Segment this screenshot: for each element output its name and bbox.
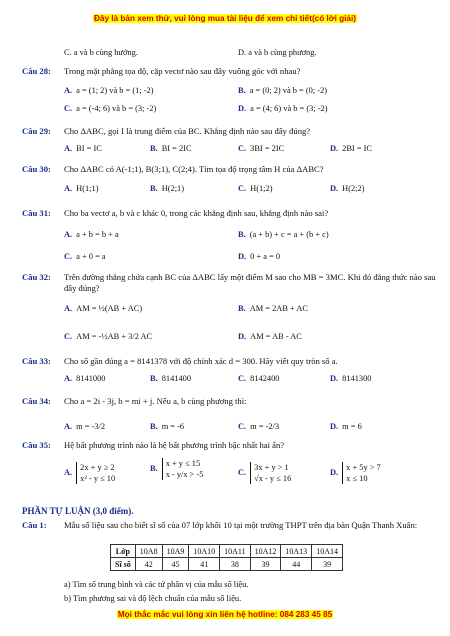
- q31-option-c: C. a + 0 = a: [64, 252, 106, 261]
- q35-option-a: A.2x + y ≥ 2 x² - y ≤ 10: [64, 463, 116, 483]
- q32-option-c: C. AM = -½AB + 3/2 AC: [64, 332, 153, 341]
- essay-section-title: PHẦN TỰ LUẬN (3,0 điểm).: [22, 506, 134, 516]
- q27-option-d: D. a và b cùng phương.: [238, 48, 317, 57]
- q30-option-a: A. H(1;1): [64, 184, 99, 193]
- question-number: Câu 33:: [22, 356, 51, 366]
- question-text: Cho a = 2i - 3j, b = mi + j. Nếu a, b cùng phương thì:: [64, 396, 247, 406]
- question-text: Cho ΔABC có A(-1;1), B(3;1), C(2;4). Tìm tọa độ trọng tâm H của ΔABC?: [64, 164, 324, 174]
- question-number: Câu 30:: [22, 164, 51, 174]
- q32-option-b: B. AM = 2AB + AC: [238, 304, 308, 313]
- q29-option-a: A. BI = IC: [64, 144, 102, 153]
- table-cell: Sĩ số: [111, 558, 136, 571]
- essay-part-a: a) Tìm số trung bình và các tứ phân vị của mẫu số liệu.: [64, 580, 249, 589]
- question-text: Trong mặt phẳng tọa độ, cặp vectơ nào sau đây vuông góc với nhau?: [64, 66, 301, 76]
- table-cell: 41: [189, 558, 220, 571]
- q31-option-a: A. a + b = b + a: [64, 230, 119, 239]
- question-number: Câu 34:: [22, 396, 51, 406]
- q30-option-b: B. H(2;1): [150, 184, 185, 193]
- class-size-table: [110, 544, 343, 571]
- table-row: [111, 558, 343, 571]
- q30-option-c: C. H(1;2): [238, 184, 273, 193]
- q34-option-c: C. m = -2/3: [238, 422, 280, 431]
- q32-option-a: A. AM = ½(AB + AC): [64, 304, 143, 313]
- q32-option-d: D. AM = AB - AC: [238, 332, 302, 341]
- essay-part-b: b) Tìm phương sai và độ lệch chuẩn của mẫu số liệu.: [64, 594, 242, 603]
- q29-option-b: B. BI = 2IC: [150, 144, 192, 153]
- q33-option-b: B. 8141400: [150, 374, 191, 383]
- question-number: Câu 1:: [22, 520, 47, 530]
- q28-option-a: A. a = (1; 2) và b = (1; -2): [64, 86, 154, 95]
- q34-option-d: D. m = 6: [330, 422, 362, 431]
- table-cell: 10A12: [250, 545, 281, 558]
- table-cell: 45: [162, 558, 189, 571]
- q35-option-b: B.x + y ≤ 15 x - y/x > -5: [150, 459, 204, 479]
- question-text: Cho ba vectơ a, b và c khác 0, trong các khẳng định sau, khẳng định nào sai?: [64, 208, 329, 218]
- q30-option-d: D. H(2;2): [330, 184, 365, 193]
- q33-option-a: A. 8141000: [64, 374, 106, 383]
- question-text: Cho số gần đúng a = 8141378 với độ chính xác d = 300. Hãy viết quy tròn số a.: [64, 356, 338, 366]
- table-cell: 39: [312, 558, 343, 571]
- question-text: Cho ΔABC, gọi I là trung điểm của BC. Khẳng định nào sau đây đúng?: [64, 126, 311, 136]
- question-text: Trên đường thẳng chứa cạnh BC của ΔABC lấy một điểm M sao cho MB = 3MC. Khi đó đẳng thức nào sau đây đúng?: [64, 272, 436, 293]
- q28-option-c: C. a = (-4; 6) và b = (3; -2): [64, 104, 157, 113]
- table-cell: 10A8: [135, 545, 162, 558]
- q34-option-a: A. m = -3/2: [64, 422, 106, 431]
- q35-option-c: C.3x + y > 1 √x - y ≤ 16: [238, 463, 292, 483]
- q33-option-c: C. 8142400: [238, 374, 280, 383]
- q29-option-c: C. 3BI = 2IC: [238, 144, 285, 153]
- table-cell: 10A9: [162, 545, 189, 558]
- q31-option-b: B. (a + b) + c = a + (b + c): [238, 230, 329, 239]
- q31-option-d: D. 0 + a = 0: [238, 252, 281, 261]
- table-cell: 38: [220, 558, 250, 571]
- table-cell: 44: [281, 558, 312, 571]
- table-cell: 10A13: [281, 545, 312, 558]
- question-text: Hệ bất phương trình nào là hệ bất phương trình bậc nhất hai ẩn?: [64, 440, 285, 450]
- question-number: Câu 29:: [22, 126, 51, 136]
- q29-option-d: D. 2BI = IC: [330, 144, 373, 153]
- table-cell: 39: [250, 558, 281, 571]
- table-cell: 10A14: [312, 545, 343, 558]
- q28-option-d: D. a = (4; 6) và b = (3; -2): [238, 104, 328, 113]
- question-number: Câu 28:: [22, 66, 51, 76]
- table-cell: 42: [135, 558, 162, 571]
- question-number: Câu 35:: [22, 440, 51, 450]
- q35-option-d: D.x + 5y > 7 x ≤ 10: [330, 463, 381, 483]
- preview-banner: Đây là bản xem thử, vui lòng mua tài liệu để xem chi tiết(có lời giải): [94, 14, 356, 23]
- table-cell: 10A10: [189, 545, 220, 558]
- table-header-row: [111, 545, 343, 558]
- q28-option-b: B. a = (0; 2) và b = (0; -2): [238, 86, 328, 95]
- q27-option-c: C. a và b cùng hướng.: [64, 48, 138, 57]
- table-cell: 10A11: [220, 545, 250, 558]
- question-number: Câu 31:: [22, 208, 51, 218]
- table-cell: Lớp: [111, 545, 136, 558]
- q33-option-d: D. 8141300: [330, 374, 372, 383]
- hotline-banner: Mọi thắc mắc vui lòng xin liên hệ hotline: 084 283 45 85: [117, 610, 333, 619]
- q34-option-b: B. m = -6: [150, 422, 185, 431]
- question-text: Mẫu số liệu sau cho biết sĩ số của 07 lớp khối 10 tại một trường THPT trên địa bàn Quận Thanh Xuân:: [64, 520, 418, 530]
- question-number: Câu 32:: [22, 272, 51, 282]
